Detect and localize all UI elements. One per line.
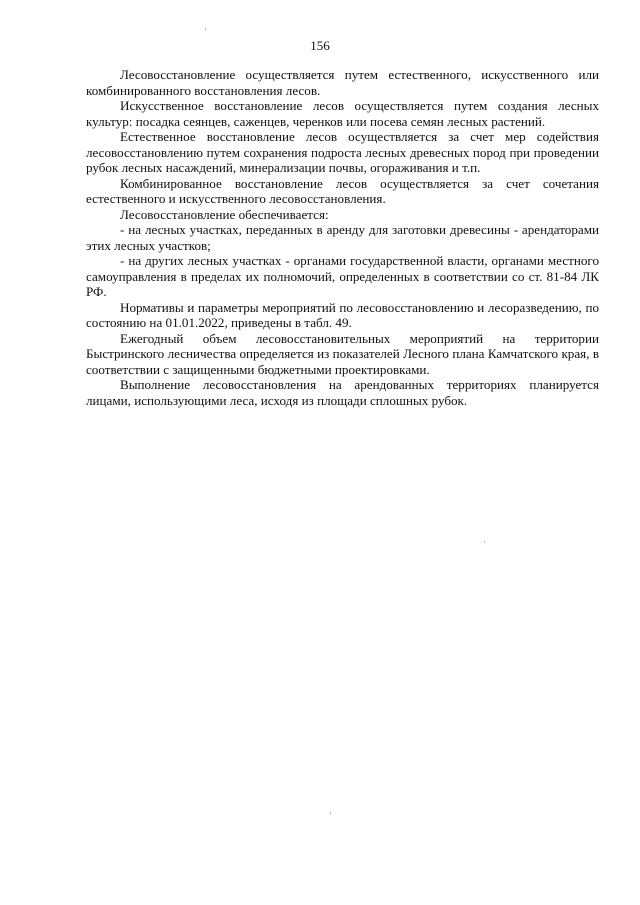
paragraph-natural-restoration: Естественное восстановление лесов осуществляется за счет мер содействия лесовосстановлению путем сохранения подроста лесных древесных пород при проведении рубок лесных насаждений, минерализации почвы, огораживания и т.п. [86,129,599,175]
page-number: 156 [310,38,330,53]
document-body [86,67,599,408]
paragraph-leased-plots: - на лесных участках, переданных в аренду для заготовки древесины - арендаторами этих лесных участков; [86,222,599,253]
scan-speck [484,541,485,543]
paragraph-reforestation-methods: Лесовосстановление осуществляется путем естественного, искусственного или комбинированного восстановления лесов. [86,67,599,98]
paragraph-artificial-restoration: Искусственное восстановление лесов осуществляется путем создания лесных культур: посадка сеянцев, саженцев, черенков или посева семян лесных растений. [86,98,599,129]
paragraph-provision-intro: Лесовосстановление обеспечивается: [120,206,329,222]
paragraph-combined-restoration: Комбинированное восстановление лесов осуществляется за счет сочетания естественного и искусственного лесовосстановления. [86,175,599,206]
scan-speck [330,812,331,814]
paragraph-leased-implementation: Выполнение лесовосстановления на арендованных территориях планируется лицами, использующими леса, исходя из площади сплошных рубок. [86,377,599,408]
scan-speck [205,28,206,30]
paragraph-annual-volume: Ежегодный объем лесовосстановительных мероприятий на территории Быстринского лесничества определяется из показателей Лесного плана Камчатского края, в соответствии с защищенными бюджетными проектировками. [86,330,599,377]
paragraph-norms-parameters: Нормативы и параметры мероприятий по лесовосстановлению и лесоразведению, по состоянию на 01.01.2022, приведены в табл. 49. [86,299,599,330]
paragraph-other-plots: - на других лесных участках - органами государственной власти, органами местного самоуправления в пределах их полномочий, определенных в соответствии со ст. 81-84 ЛК РФ. [86,253,599,299]
